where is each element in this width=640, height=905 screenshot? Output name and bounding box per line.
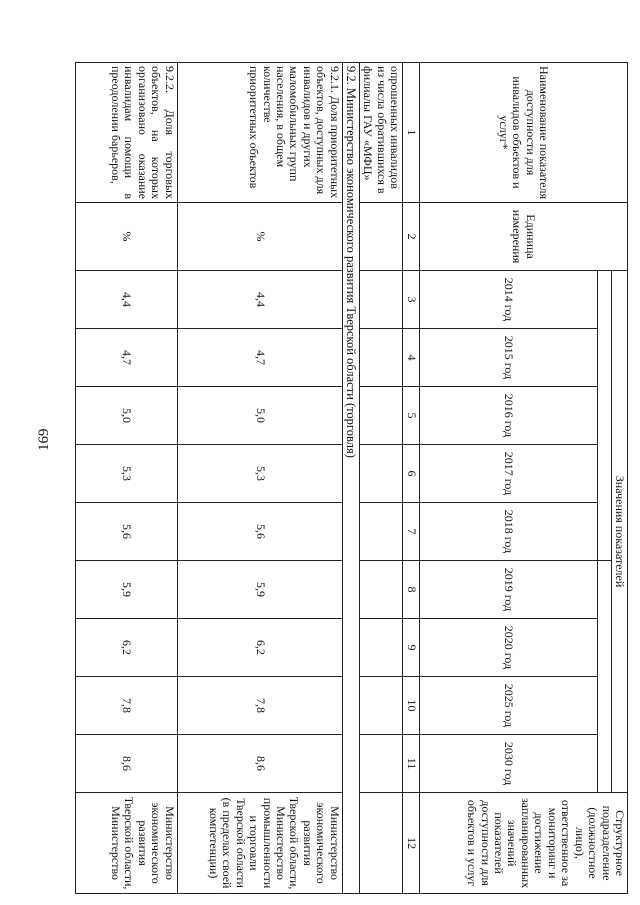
row-1-value-2019: 5,9 — [177, 561, 342, 619]
col-num-4: 4 — [403, 329, 419, 387]
row-1-value-2016: 5,0 — [177, 387, 342, 445]
row-1-value-2030: 8,6 — [177, 735, 342, 793]
row-2-responsible: Министерство экономического развития Тверской области, Министерство — [75, 793, 177, 894]
col-num-6: 6 — [403, 445, 419, 503]
header-year-2015: 2015 год — [419, 329, 597, 387]
row-2-unit: % — [75, 203, 177, 271]
row-2-value-2025: 7,8 — [75, 677, 177, 735]
row-2-value-2017: 5,3 — [75, 445, 177, 503]
header-row-group — [611, 63, 627, 894]
accessibility-indicators-table — [75, 62, 628, 894]
col-num-8: 8 — [403, 561, 419, 619]
col-num-7: 7 — [403, 503, 419, 561]
col-num-3: 3 — [403, 271, 419, 329]
col-num-12: 12 — [403, 793, 419, 894]
table-row — [75, 63, 177, 894]
header-year-2020: 2020 год — [419, 619, 597, 677]
col-num-10: 10 — [403, 677, 419, 735]
row-2-value-2018: 5,6 — [75, 503, 177, 561]
header-unit: Единица измерения — [419, 203, 627, 271]
col-num-5: 5 — [403, 387, 419, 445]
row-1-responsible: Министерство экономического развития Тверской области, Министерство промышленности и торговли Тверской области (в пределах своей компетенции) — [177, 793, 342, 894]
row-2-value-2030: 8,6 — [75, 735, 177, 793]
page-number: 169 — [36, 428, 52, 451]
section-row — [342, 63, 359, 894]
row-2-name: 9.2.2. Доля торговых объектов, на которых организовано оказание инвалидам помощи в преодолении барьеров, — [75, 63, 177, 203]
col-num-2: 2 — [403, 203, 419, 271]
row-1-value-2025: 7,8 — [177, 677, 342, 735]
row-2-value-2019: 5,9 — [75, 561, 177, 619]
header-name: Наименование показателя доступности для инвалидов объектов и услуг* — [419, 63, 627, 203]
continuation-text: опрошенных инвалидов из числа обратившихся в филиалы ГАУ «МФЦ» — [359, 63, 402, 203]
section-title: 9.2. Министерство экономического развития Тверской области (торговля) — [342, 63, 359, 894]
column-numbers-row — [403, 63, 419, 894]
row-1-value-2017: 5,3 — [177, 445, 342, 503]
header-values-group: Значения показателей — [611, 271, 627, 793]
header-responsible: Структурное подразделение (должностное лицо), ответственное за мониторинг и достижение запланированных значений показателей доступности для объектов и услуг — [419, 793, 627, 894]
row-2-value-2015: 4,7 — [75, 329, 177, 387]
row-1-value-2015: 4,7 — [177, 329, 342, 387]
row-2-value-2016: 5,0 — [75, 387, 177, 445]
header-year-2016: 2016 год — [419, 387, 597, 445]
row-2-value-2014: 4,4 — [75, 271, 177, 329]
row-1-value-2014: 4,4 — [177, 271, 342, 329]
header-year-2018: 2018 год — [419, 503, 597, 561]
row-1-name: 9.2.1. Доля приоритетных объектов, доступных для инвалидов и других маломобильных групп населения, в общем количестве приоритетных объектов — [177, 63, 342, 203]
col-num-1: 1 — [403, 63, 419, 203]
header-year-2014: 2014 год — [419, 271, 597, 329]
row-1-value-2020: 6,2 — [177, 619, 342, 677]
header-year-2017: 2017 год — [419, 445, 597, 503]
row-1-unit: % — [177, 203, 342, 271]
col-num-9: 9 — [403, 619, 419, 677]
row-2-value-2020: 6,2 — [75, 619, 177, 677]
continuation-row — [359, 63, 402, 894]
col-num-11: 11 — [403, 735, 419, 793]
rotated-table-page — [82, 62, 628, 893]
header-year-2030: 2030 год — [419, 735, 597, 793]
header-year-2025: 2025 год — [419, 677, 597, 735]
table-row — [177, 63, 342, 894]
header-year-2019: 2019 год — [419, 561, 597, 619]
row-1-value-2018: 5,6 — [177, 503, 342, 561]
